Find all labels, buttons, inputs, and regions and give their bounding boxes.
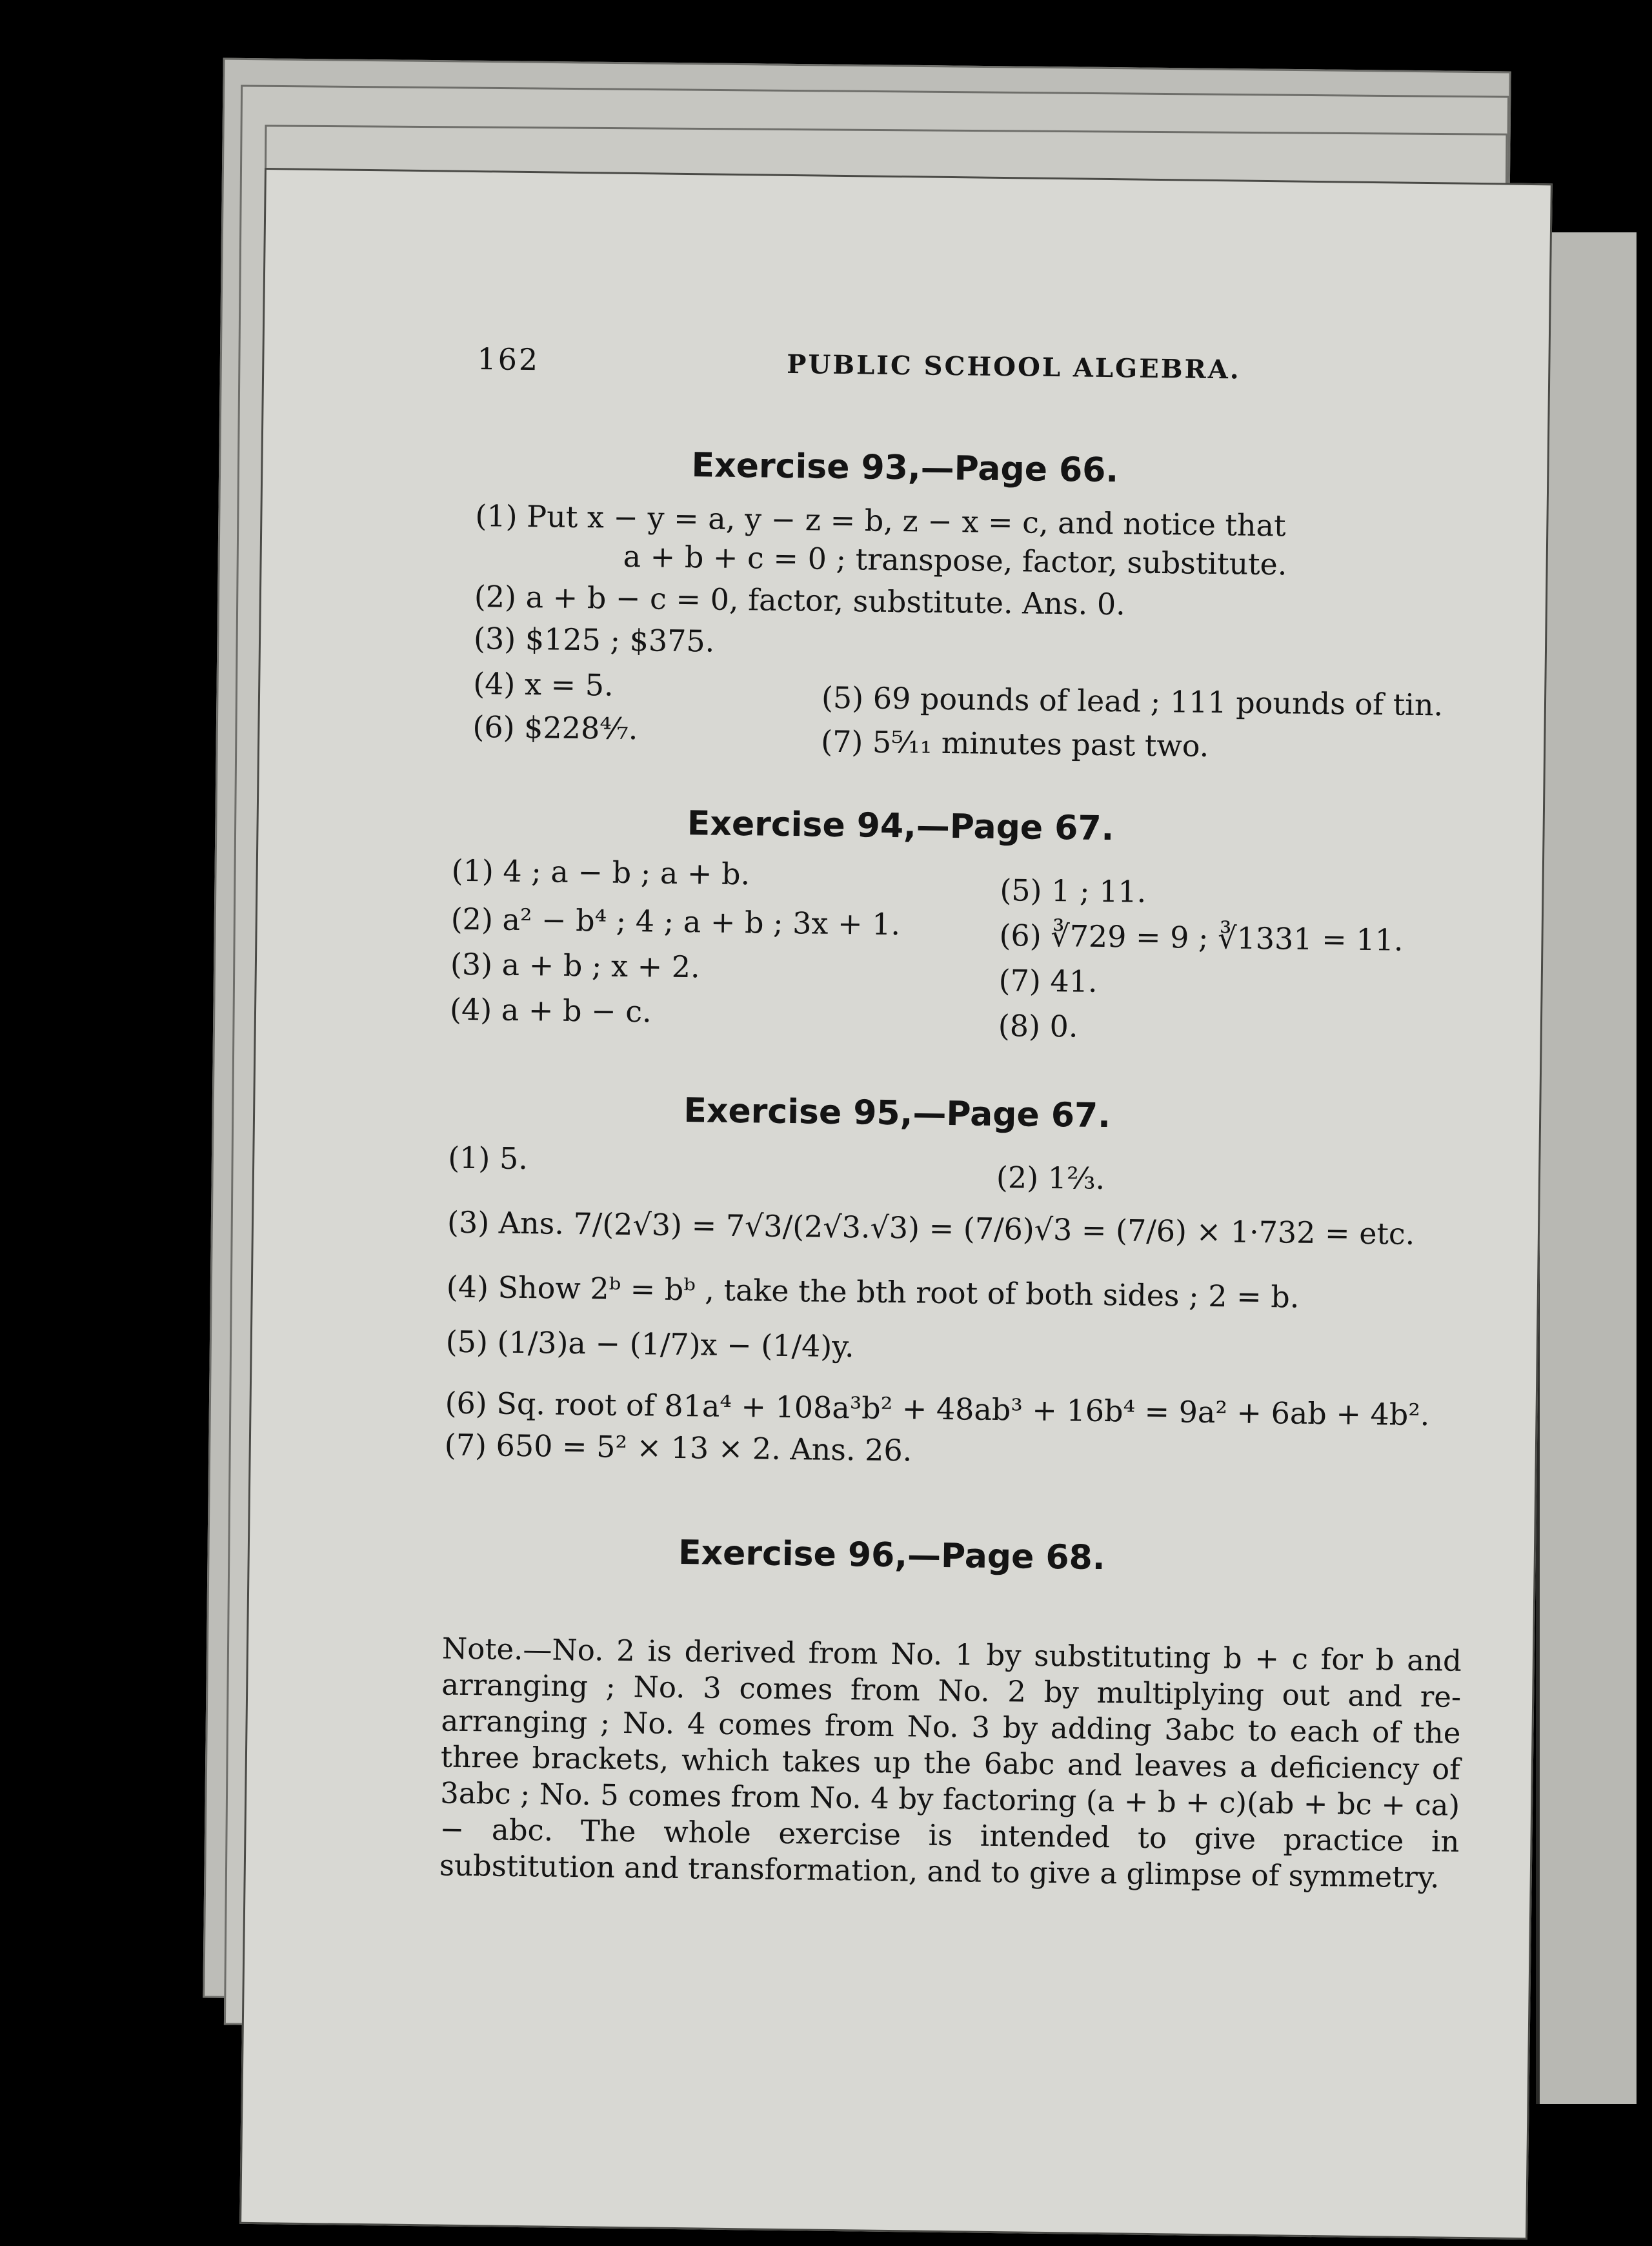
facing-page-edge bbox=[1536, 232, 1637, 2104]
ex93-item-1-cont: a + b + c = 0 ; transpose, factor, substitute. bbox=[623, 538, 1287, 582]
exercise-95-heading: Exercise 95,—Page 67. bbox=[683, 1091, 1111, 1136]
ex93-item-7: (7) 5⁵⁄₁₁ minutes past two. bbox=[820, 723, 1209, 764]
ex93-item-4: (4) x = 5. bbox=[472, 666, 614, 703]
book-page bbox=[239, 168, 1553, 2240]
ex93-item-2: (2) a + b − c = 0, factor, substitute. Ans. 0. bbox=[474, 579, 1126, 622]
ex94-item-5: (5) 1 ; 11. bbox=[1000, 873, 1147, 909]
ex95-item-1: (1) 5. bbox=[447, 1140, 529, 1177]
ex95-item-2: (2) 1⅔. bbox=[996, 1159, 1105, 1197]
running-head bbox=[477, 341, 1420, 392]
ex93-item-5: (5) 69 pounds of lead ; 111 pounds of tin. bbox=[821, 680, 1444, 723]
exercise-96-note: Note.—No. 2 is derived from No. 1 by substituting b + c for b and arranging ; No. 3 comes from No. 2 by multiplying out and re-arranging ; No. 4 comes from No. 3 by adding 3abc to each of the three brackets, which takes up the 6abc and leaves a deficiency of 3abc ; No. 5 comes from No. 4 by factoring (a + b + c)(ab + bc + ca) − abc. The whole exercise is intended to give practice in substitution and transformation, and to give a glimpse of symmetry. bbox=[439, 1631, 1462, 1895]
ex94-item-2: (2) a² − b⁴ ; 4 ; a + b ; 3x + 1. bbox=[450, 901, 901, 942]
ex93-item-3: (3) $125 ; $375. bbox=[473, 621, 715, 659]
ex95-item-5: (5) (1/3)a − (1/7)x − (1/4)y. bbox=[445, 1324, 855, 1364]
ex95-item-7: (7) 650 = 5² × 13 × 2. Ans. 26. bbox=[444, 1427, 912, 1468]
ex94-item-3: (3) a + b ; x + 2. bbox=[450, 946, 701, 985]
ex94-item-1: (1) 4 ; a − b ; a + b. bbox=[451, 853, 750, 892]
book-title: PUBLIC SCHOOL ALGEBRA. bbox=[787, 349, 1242, 385]
ex94-item-4: (4) a + b − c. bbox=[449, 991, 652, 1029]
ex93-item-6: (6) $228⁴⁄₇. bbox=[472, 709, 638, 747]
exercise-96-heading: Exercise 96,—Page 68. bbox=[678, 1533, 1105, 1578]
ex95-item-4: (4) Show 2ᵇ = bᵇ , take the bth root of both sides ; 2 = b. bbox=[446, 1269, 1300, 1315]
ex94-item-7: (7) 41. bbox=[998, 962, 1098, 999]
ex94-item-8: (8) 0. bbox=[998, 1007, 1078, 1044]
page-number: 162 bbox=[477, 341, 540, 378]
exercise-93-heading: Exercise 93,—Page 66. bbox=[691, 446, 1119, 491]
ex95-item-3: (3) Ans. 7/(2√3) = 7√3/(2√3.√3) = (7/6)√3 = (7/6) × 1·732 = etc. bbox=[447, 1204, 1415, 1251]
ex93-item-1: (1) Put x − y = a, y − z = b, z − x = c, and notice that bbox=[475, 498, 1286, 543]
exercise-94-heading: Exercise 94,—Page 67. bbox=[687, 804, 1114, 849]
ex94-item-6: (6) ∛729 = 9 ; ∛1331 = 11. bbox=[999, 918, 1404, 958]
ex95-item-6: (6) Sq. root of 81a⁴ + 108a³b² + 48ab³ + 16b⁴ = 9a² + 6ab + 4b². bbox=[445, 1385, 1430, 1433]
